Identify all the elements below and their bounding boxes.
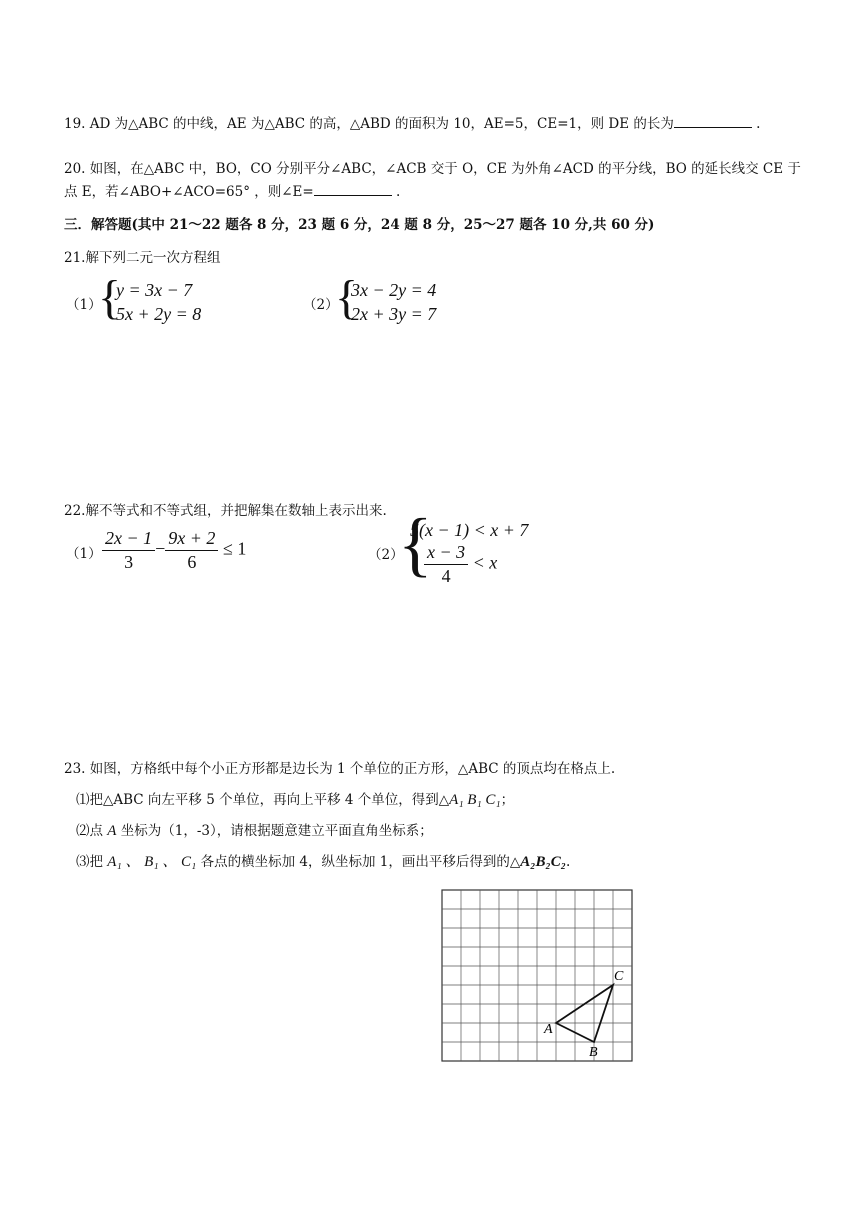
relation: < x — [472, 552, 498, 573]
step3-triangle: A₂B₂C₂ — [520, 854, 566, 870]
question-19 — [64, 112, 760, 132]
fraction-denominator: 4 — [441, 566, 451, 586]
grid-figure — [436, 884, 642, 1074]
question-19-text: 19. AD 为△ABC 的中线，AE 为△ABC 的高，△ABD 的面积为 10，AE=5，CE=1，则 DE 的长为 — [64, 116, 674, 132]
equation-1: y = 3x − 7 — [116, 280, 193, 300]
vertex-label-a: A — [544, 1022, 553, 1037]
part-label: （1） — [66, 546, 102, 562]
question-23-step3 — [76, 850, 570, 871]
section-heading: 三．解答题(其中 21～22 题各 8 分，23 题 6 分，24 题 8 分，25～27 题各 10 分,共 60 分) — [64, 217, 655, 233]
step1-tail: ； — [500, 792, 515, 808]
system-brace: { — [98, 271, 122, 324]
equation-1: 3x − 2y = 4 — [351, 280, 437, 300]
step2-text-c: 坐标为（1，-3），请根据题意建立平面直角坐标系； — [120, 823, 433, 839]
question-20-line2 — [64, 180, 400, 200]
answer-blank-20[interactable] — [314, 183, 392, 196]
step3-text-c: 各点的横坐标加 4，纵坐标加 1，画出平移后得到的△ — [200, 854, 521, 870]
step2-point: A — [107, 823, 117, 839]
question-19-tail: . — [751, 116, 761, 132]
question-23-step1 — [76, 788, 514, 809]
equation-2: 2x + 3y = 7 — [351, 304, 437, 324]
part-label: （2） — [368, 547, 404, 563]
question-20-tail: . — [391, 184, 401, 200]
part-label: （2） — [303, 297, 339, 313]
fraction-numerator: x − 3 — [424, 542, 468, 565]
question-23-line1: 23. 如图，方格纸中每个小正方形都是边长为 1 个单位的正方形，△ABC 的顶点均在格点上. — [64, 761, 616, 777]
fraction — [424, 542, 468, 587]
part-label: （1） — [66, 297, 102, 313]
question-21-title: 21.解下列二元一次方程组 — [64, 250, 221, 266]
inequality-2 — [424, 542, 497, 587]
vertex-label-b: B — [589, 1045, 598, 1060]
inequality-1: 5(x − 1) < x + 7 — [410, 520, 529, 540]
fraction-2-numerator: 9x + 2 — [165, 528, 218, 551]
fraction-1-numerator: 2x − 1 — [102, 528, 155, 551]
question-23-step2 — [76, 819, 433, 840]
step3-text-a: ⑶把 — [76, 854, 103, 870]
equation-2: 5x + 2y = 8 — [116, 304, 202, 324]
system-brace: { — [335, 271, 359, 324]
step3-points: A₁ 、 B₁ 、 C₁ — [107, 854, 197, 870]
fraction-2-denominator: 6 — [187, 552, 197, 572]
vertex-label-c: C — [614, 969, 624, 984]
minus-sign: − — [155, 538, 166, 559]
step3-tail: . — [565, 854, 571, 870]
step1-text: ⑴把△ABC 向左平移 5 个单位，再向上平移 4 个单位，得到△ — [76, 792, 450, 808]
answer-blank-19[interactable] — [674, 115, 752, 128]
fraction-2 — [165, 528, 218, 573]
system-brace: { — [398, 504, 433, 584]
relation: ≤ 1 — [222, 538, 247, 559]
question-20-text: 点 E，若∠ABO+∠ACO=65° ，则∠E= — [64, 184, 314, 200]
inequality-1 — [102, 528, 246, 573]
fraction-1 — [102, 528, 155, 573]
question-22-title: 22.解不等式和不等式组，并把解集在数轴上表示出来. — [64, 503, 387, 519]
step2-text-a: ⑵点 — [76, 823, 103, 839]
fraction-1-denominator: 3 — [124, 552, 134, 572]
step1-triangle: A₁ B₁ C₁ — [449, 792, 501, 808]
question-20-line1: 20. 如图，在△ABC 中，BO，CO 分别平分∠ABC，∠ACB 交于 O，CE 为外角∠ACD 的平分线，BO 的延长线交 CE 于 — [64, 161, 801, 177]
